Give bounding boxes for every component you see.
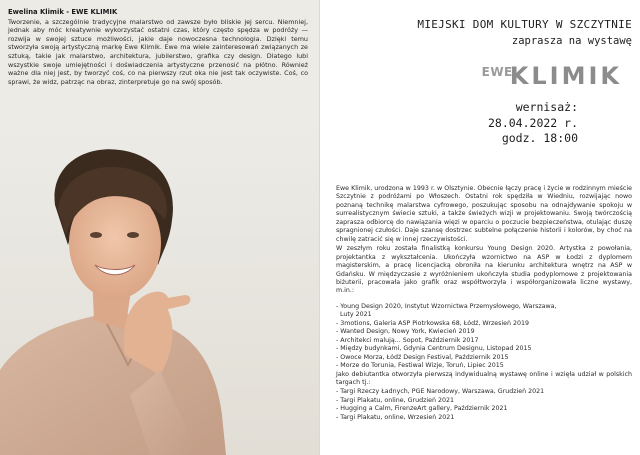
list-item: - Architekci malują... Sopot, Październik 2017 [336,336,479,344]
list-item: - Young Design 2020, Instytut Wzornictwa Przemysłowego, Warszawa, [336,302,557,310]
exhibition-list [336,303,632,371]
left-panel [0,0,319,455]
list-item: - Między budynkami, Gdynia Centrum Designu, Listopad 2015 [336,345,532,353]
vernissage-info [488,100,578,147]
brand-ewe: EWE [481,65,513,79]
brand-klimik: KLIMIK [509,62,622,90]
organizer-name: MIEJSKI DOM KULTURY W SZCZYTNIE [417,18,632,31]
list-item: - Targi Plakatu, online, Grudzień 2021 [336,396,455,404]
artist-portrait [0,125,319,455]
vernissage-time: godz. 18:00 [501,131,578,145]
fairs-list [336,388,632,422]
artist-intro-title: Ewelina Klimik - EWE KLIMIK [8,8,118,16]
list-item: - Targi Rzeczy Ładnych, PGE Narodowy, Warszawa, Grudzień 2021 [336,388,545,396]
vernissage-label: wernisaż: [515,100,578,114]
right-panel [320,0,640,455]
invitation-line: zaprasza na wystawę [511,35,632,47]
artist-intro-text: Tworzenie, a szczególnie tradycyjne malarstwo od zawsze było bliskie jej sercu. Niemniej, jednak aby móc kreatywnie wykorzystać ostatni czas, który często spędza w podróży — rozwija w swojej sztuce możliwości, jakie daje nowoczesna technologia. Dzięki temu stworzyła swoją artystyczną markę Ewe Klimik. Ewe ma wiele zainteresowań związanych ze sztuką, takie jak malarstwo, architektura, jubilerstwo, grafika czy design. Dlatego lubi wszystkie swoje umiejętności i doświadczenia artystyczne przenosić na płótno. Również ważne dla niej jest, by tworzyć coś, co na pierwszy rzut oka nie jest tak oczywiste. Coś, co sprawi, że widz, patrząc na obraz, zinterpretuje go na swój sposób. [8,17,308,86]
artist-intro [8,8,308,86]
list-item: - 3motions, Galeria ASP Piotrkowska 68, Łódź, Wrzesień 2019 [336,319,530,327]
list-item: - Targi Plakatu, online, Wrzesień 2021 [336,413,455,421]
bio-paragraph-3: Jako debiutantka otworzyła pierwszą indywidualną wystawę online i wzięła udział w polskich targach tj.: [336,370,632,386]
list-item: - Morze do Torunia, Festiwal Wizje, Toruń, Lipiec 2015 [336,362,504,370]
list-item: - Hugging a Calm, FirenzeArt gallery, Październik 2021 [336,405,508,413]
bio-paragraph-2: W zeszłym roku została finalistką konkursu Young Design 2020. Artystka z powołania, projektantka z wykształcenia. Ukończyła wzornictwo na ASP w Łodzi z dyplomem magisterskim, a pracę licencjacką obroniła na kierunku architektura wnętrz na ASP w Gdańsku. W międzyczasie z wyróżnieniem ukończyła studia podyplomowe z projektowania biżuterii, pracowała jako grafik oraz współtworzyła i współorganizowała liczne wystawy, m.in.: [336,245,632,295]
list-item: Luty 2021 [340,311,372,319]
list-item: - Wanted Design, Nowy York, Kwiecień 2019 [336,328,475,336]
list-item: - Owoce Morza, Łódź Design Festival, Październik 2015 [336,353,509,361]
artist-brand-logo [482,62,622,90]
bio-paragraph-1: Ewe Klimik, urodzona w 1993 r. w Olsztynie. Obecnie łączy pracę i życie w rodzinnym mieście Szczytnie z podróżami po Włoszech. Ostatni rok spędziła w Wiedniu, rozwijając nowo poznaną technikę malarstwa cyfrowego, poszukując sposobu na odnajdywanie spokoju w surrealistycznym świecie sztuki, a także świeżych wizji w projektowaniu. Swoją twórczością zaprasza odbiorcę do nawiązania więzi w oparciu o poczucie bezpieczeństwa, otulając duszę spragnionej czułości. Daje szansę dostrzec subtelne połączenie historii i kolorów, by choć na chwilę zatracić się w innej rzeczywistości. [336,185,632,243]
vernissage-date: 28.04.2022 r. [487,115,578,130]
artist-bio [336,185,632,422]
